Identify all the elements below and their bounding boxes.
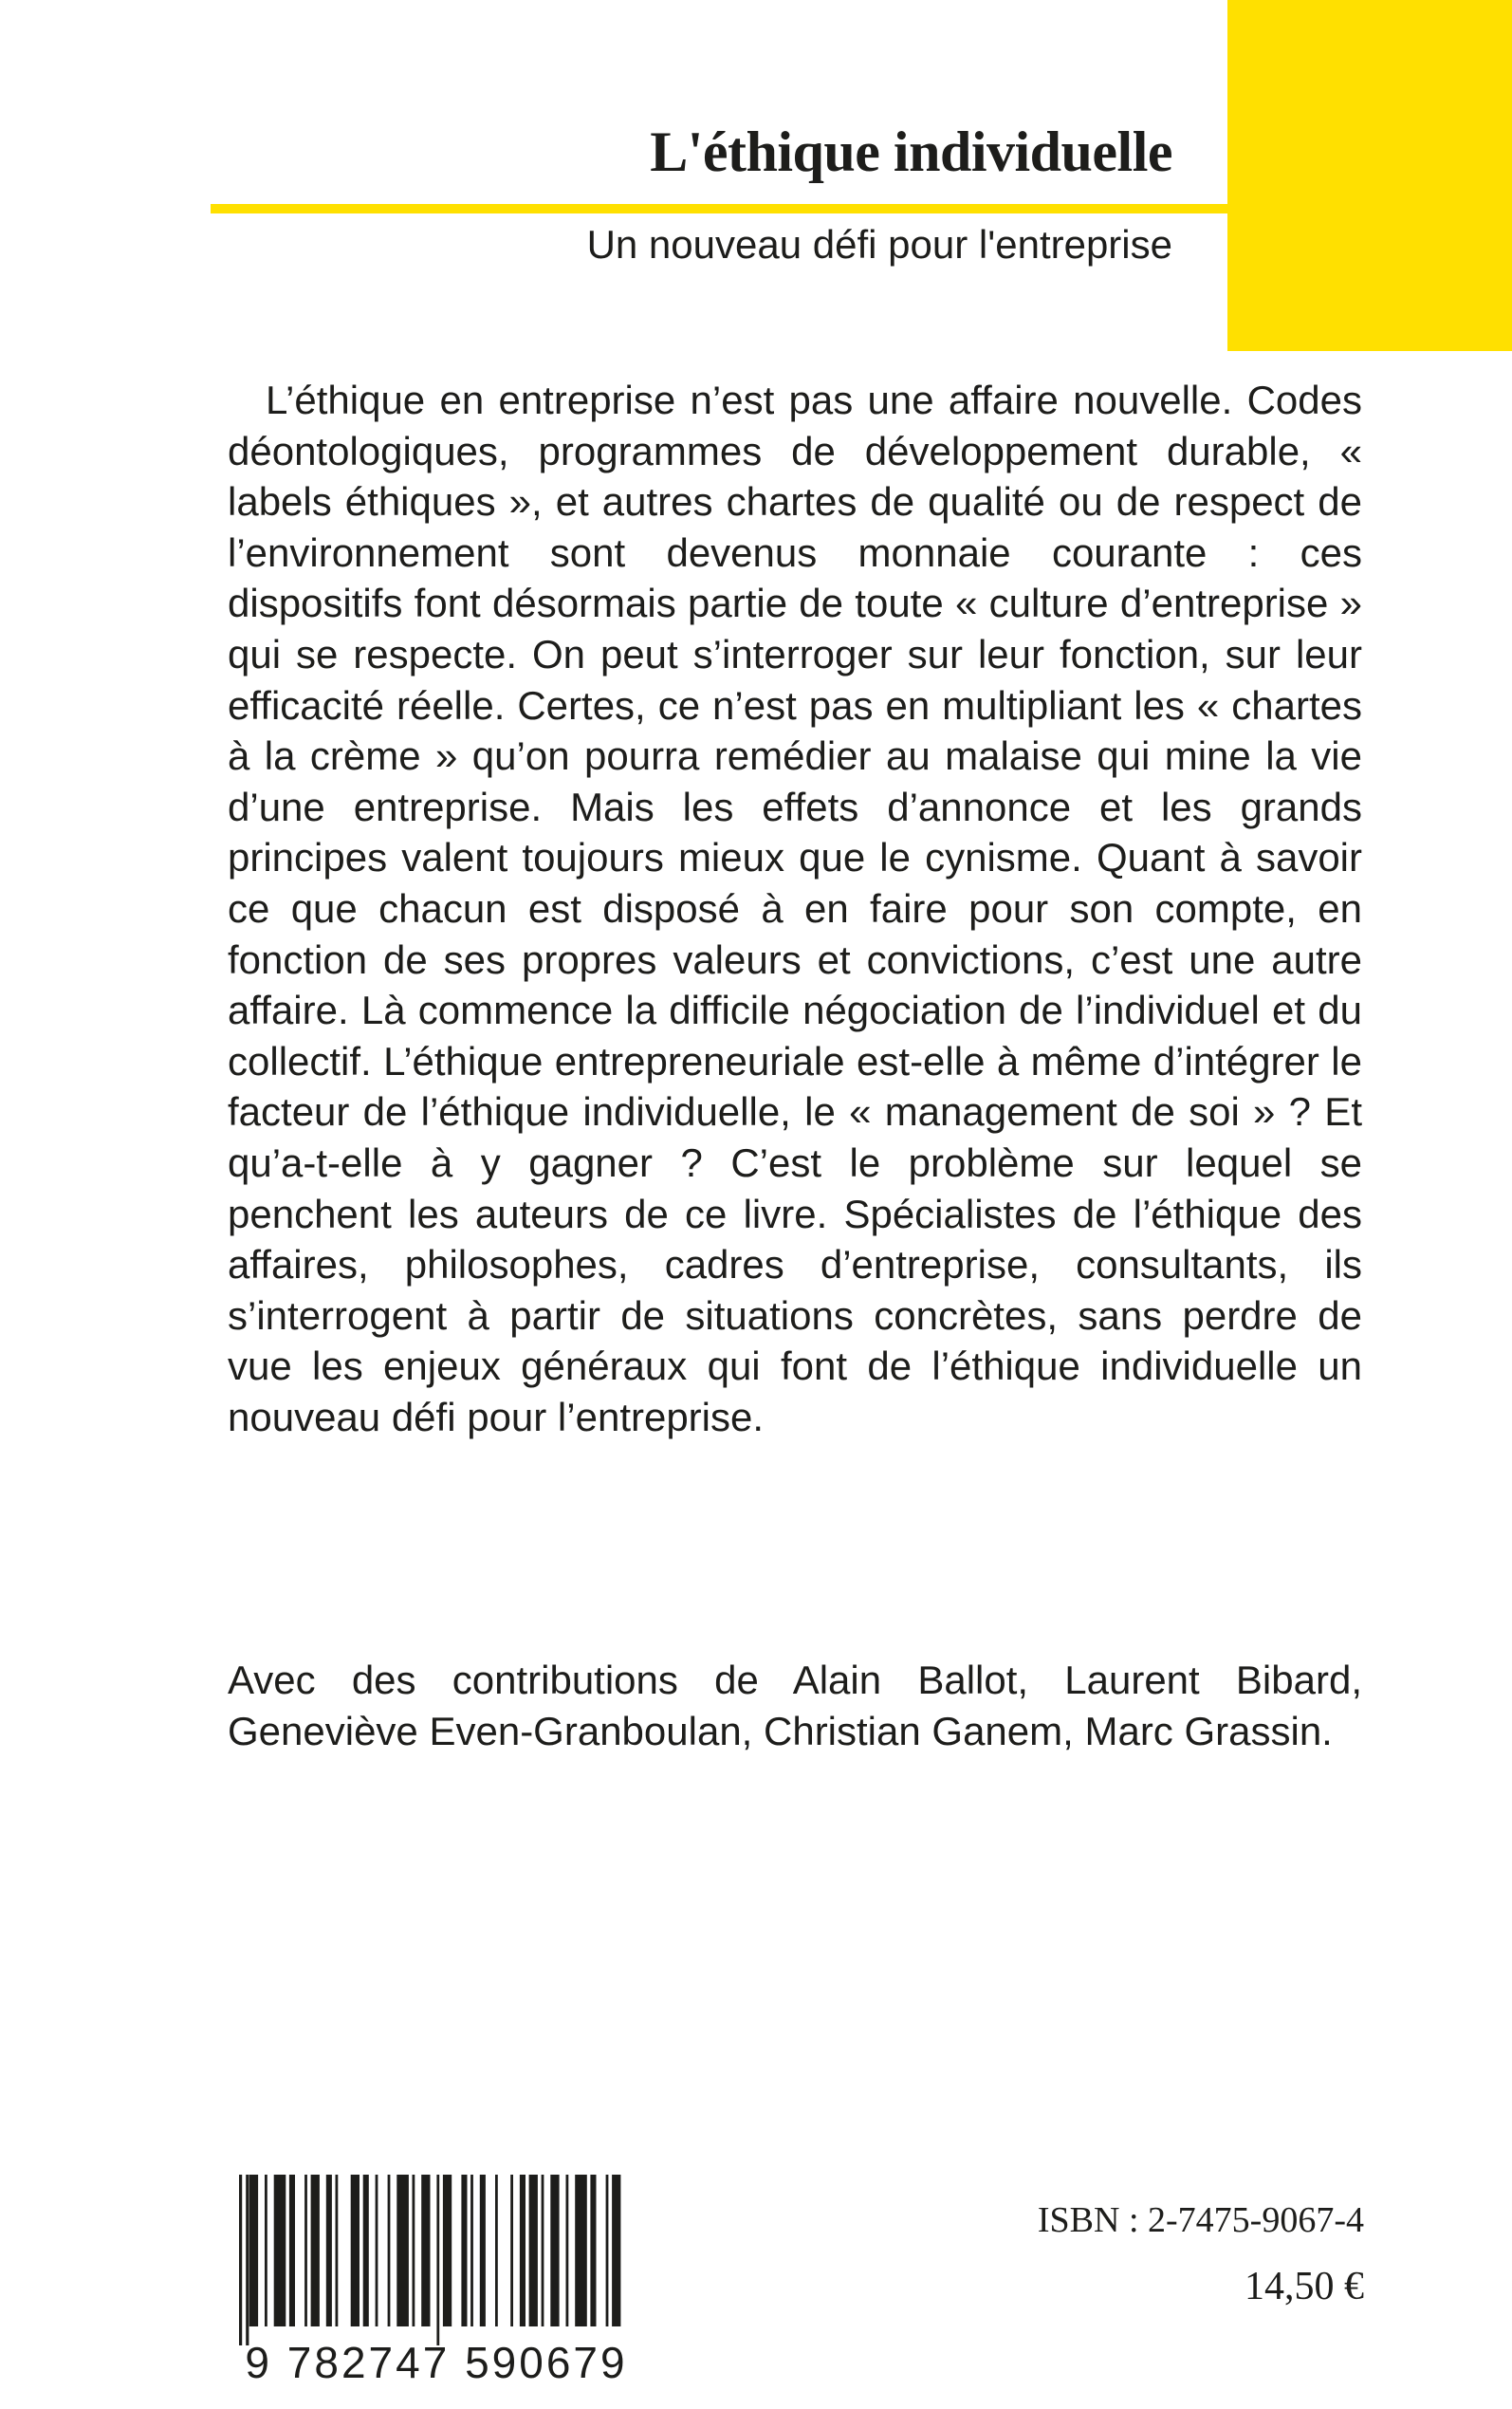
barcode-bar [495, 2175, 498, 2326]
barcode-bar [336, 2175, 339, 2326]
title-underline [211, 204, 1512, 213]
back-cover-blurb: L’éthique en entreprise n’est pas une affaire nouvelle. Codes déontologiques, programmes de développement durable, « labels éthiques », et autres chartes de qualité ou de respect de l’environnement sont devenus monnaie courante : ces dispositifs font désormais partie de toute « culture d’entreprise » qui se respecte. On peut s’interroger sur leur fonction, sur leur efficacité réelle. Certes, ce n’est pas en multipliant les « chartes à la crème » qu’on pourra remédier au malaise qui mine la vie d’une entreprise. Mais les effets d’annonce et les grands principes valent toujours mieux que le cynisme. Quant à savoir ce que chacun est disposé à en faire pour son compte, en fonction de ses propres valeurs et convictions, c’est une autre affaire. Là commence la difficile négociation de l’individuel et du collectif. L’éthique entrepreneuriale est-elle à même d’intégrer le facteur de l’éthique individuelle, le « management de soi » ? Et qu’a-t-elle à y gagner ? C’est le problème sur lequel se penchent les auteurs de ce livre. Spécialistes de l’éthique des affaires, philosophes, cadres d’entreprise, consultants, ils s’interrogent à partir de situations concrètes, sans perdre de vue les enjeux généraux qui font de l’éthique individuelle un nouveau défi pour l’entreprise. [228, 378, 1362, 1439]
barcode-bar [351, 2175, 360, 2326]
barcode-bar [575, 2175, 587, 2326]
contributors-note: Avec des contributions de Alain Ballot, Laurent Bibard, Geneviève Even-Granboulan, Christian Ganem, Marc Grassin. [228, 1658, 1362, 1753]
barcode-bar [413, 2175, 415, 2326]
barcode-bar [436, 2175, 439, 2345]
barcode-bar [363, 2175, 369, 2326]
barcode-bar [606, 2175, 609, 2326]
barcode-bar [304, 2175, 307, 2326]
barcode-bar [590, 2175, 596, 2326]
barcode-bar [274, 2175, 286, 2326]
barcode-digits: 9 782747 590679 [245, 2338, 628, 2383]
barcode-bar [550, 2175, 559, 2326]
barcode-bar [311, 2175, 320, 2326]
isbn-label: ISBN : 2-7475-9067-4 [1037, 2200, 1364, 2240]
barcode-bar [480, 2175, 486, 2326]
barcode-bars [218, 2175, 655, 2383]
barcode-bar [265, 2175, 267, 2326]
barcode-bar [520, 2175, 526, 2326]
barcode-bar [396, 2175, 409, 2326]
barcode-bar [443, 2175, 452, 2326]
barcode-bar [421, 2175, 430, 2326]
barcode-bar [542, 2175, 544, 2326]
barcode-bar [326, 2175, 332, 2326]
barcode-bar [510, 2175, 513, 2326]
ean-barcode [218, 2175, 655, 2383]
book-title: L'éthique individuelle [650, 120, 1172, 183]
price-label: 14,50 € [1245, 2265, 1364, 2308]
barcode-bar [461, 2175, 467, 2326]
barcode-bar [246, 2175, 249, 2345]
barcode-bar [289, 2175, 295, 2326]
barcode-bar [376, 2175, 378, 2326]
yellow-corner-block [1227, 0, 1512, 351]
barcode-bar [470, 2175, 473, 2326]
barcode-bar [612, 2175, 620, 2326]
barcode-bar [388, 2175, 391, 2326]
book-subtitle: Un nouveau défi pour l'entreprise [586, 222, 1172, 267]
barcode-bar [529, 2175, 538, 2326]
barcode-bar [239, 2175, 242, 2345]
barcode-bar [249, 2175, 258, 2326]
barcode-bar [566, 2175, 569, 2326]
